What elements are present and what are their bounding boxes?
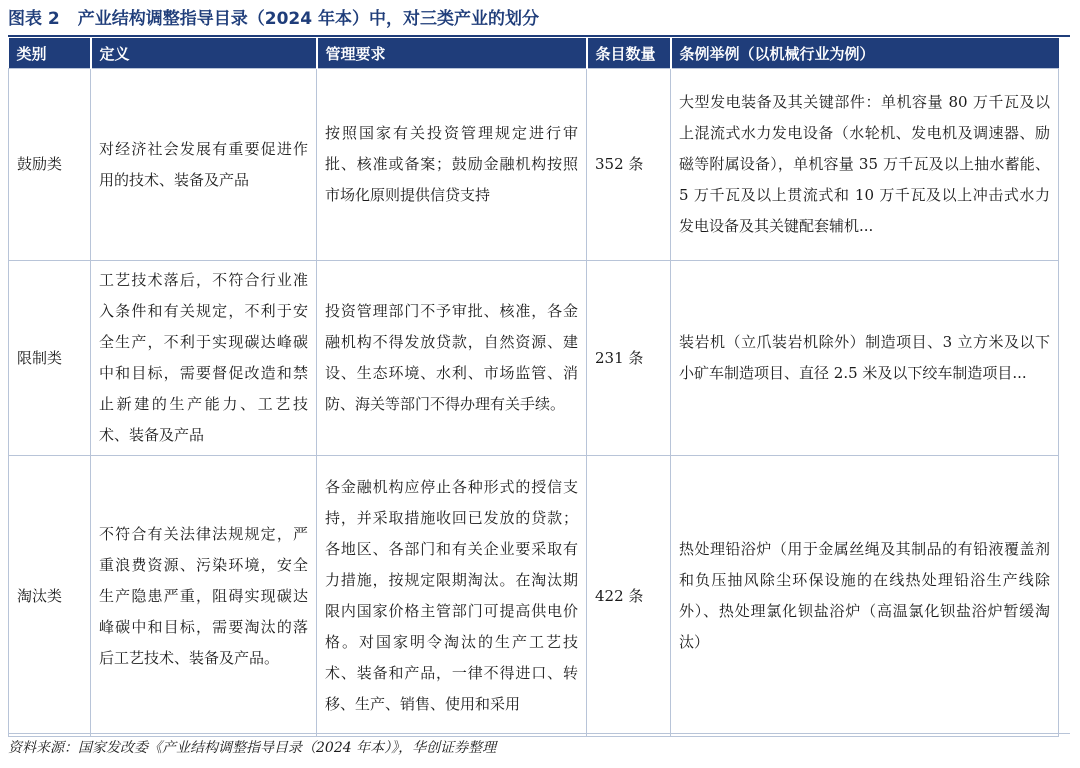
category-cell: 鼓励类: [9, 69, 91, 261]
table-row: [9, 261, 1059, 456]
source-rule: [8, 733, 1070, 734]
header-count: 条目数量: [587, 38, 671, 69]
table-header-row: [9, 38, 1059, 69]
definition-cell: 不符合有关法律法规规定，严重浪费资源、污染环境，安全生产隐患严重，阻碍实现碳达峰碳中和目标，需要淘汰的落后工艺技术、装备及产品。: [91, 456, 317, 737]
count-cell: 422 条: [587, 456, 671, 737]
source-note: 资料来源：国家发改委《产业结构调整指导目录（2024 年本）》，华创证券整理: [8, 740, 497, 756]
definition-cell: 对经济社会发展有重要促进作用的技术、装备及产品: [91, 69, 317, 261]
figure-title-text: 产业结构调整指导目录（2024 年本）中，对三类产业的划分: [77, 9, 539, 29]
requirement-cell: 各金融机构应停止各种形式的授信支持，并采取措施收回已发放的贷款；各地区、各部门和有关企业要采取有力措施，按规定限期淘汰。在淘汰期限内国家价格主管部门可提高供电价格。对国家明令淘汰的生产工艺技术、装备和产品，一律不得进口、转移、生产、销售、使用和采用: [317, 456, 587, 737]
table-row: [9, 456, 1059, 737]
example-cell: 热处理铅浴炉（用于金属丝绳及其制品的有铅液覆盖剂和负压抽风除尘环保设施的在线热处理铅浴生产线除外）、热处理氯化钡盐浴炉（高温氯化钡盐浴炉暂缓淘汰）: [671, 456, 1059, 737]
example-cell: 装岩机（立爪装岩机除外）制造项目、3 立方米及以下小矿车制造项目、直径 2.5 米及以下绞车制造项目...: [671, 261, 1059, 456]
header-definition: 定义: [91, 38, 317, 69]
industry-classification-table: [8, 38, 1059, 737]
header-category: 类别: [9, 38, 91, 69]
definition-cell: 工艺技术落后，不符合行业准入条件和有关规定，不利于安全生产，不利于实现碳达峰碳中和目标，需要督促改造和禁止新建的生产能力、工艺技术、装备及产品: [91, 261, 317, 456]
category-cell: 淘汰类: [9, 456, 91, 737]
figure-label: 图表 2: [8, 9, 60, 29]
header-example: 条例举例（以机械行业为例）: [671, 38, 1059, 69]
figure-title: [8, 4, 1072, 34]
count-cell: 231 条: [587, 261, 671, 456]
requirement-cell: 按照国家有关投资管理规定进行审批、核准或备案；鼓励金融机构按照市场化原则提供信贷支持: [317, 69, 587, 261]
count-cell: 352 条: [587, 69, 671, 261]
requirement-cell: 投资管理部门不予审批、核准，各金融机构不得发放贷款，自然资源、建设、生态环境、水利、市场监管、消防、海关等部门不得办理有关手续。: [317, 261, 587, 456]
table-row: [9, 69, 1059, 261]
category-cell: 限制类: [9, 261, 91, 456]
header-requirement: 管理要求: [317, 38, 587, 69]
example-cell: 大型发电装备及其关键部件：单机容量 80 万千瓦及以上混流式水力发电设备（水轮机、发电机及调速器、励磁等附属设备），单机容量 35 万千瓦及以上抽水蓄能、5 万千瓦及以上贯流式和 10 万千瓦及以上冲击式水力发电设备及其关键配套辅机...: [671, 69, 1059, 261]
title-rule: [8, 35, 1070, 37]
